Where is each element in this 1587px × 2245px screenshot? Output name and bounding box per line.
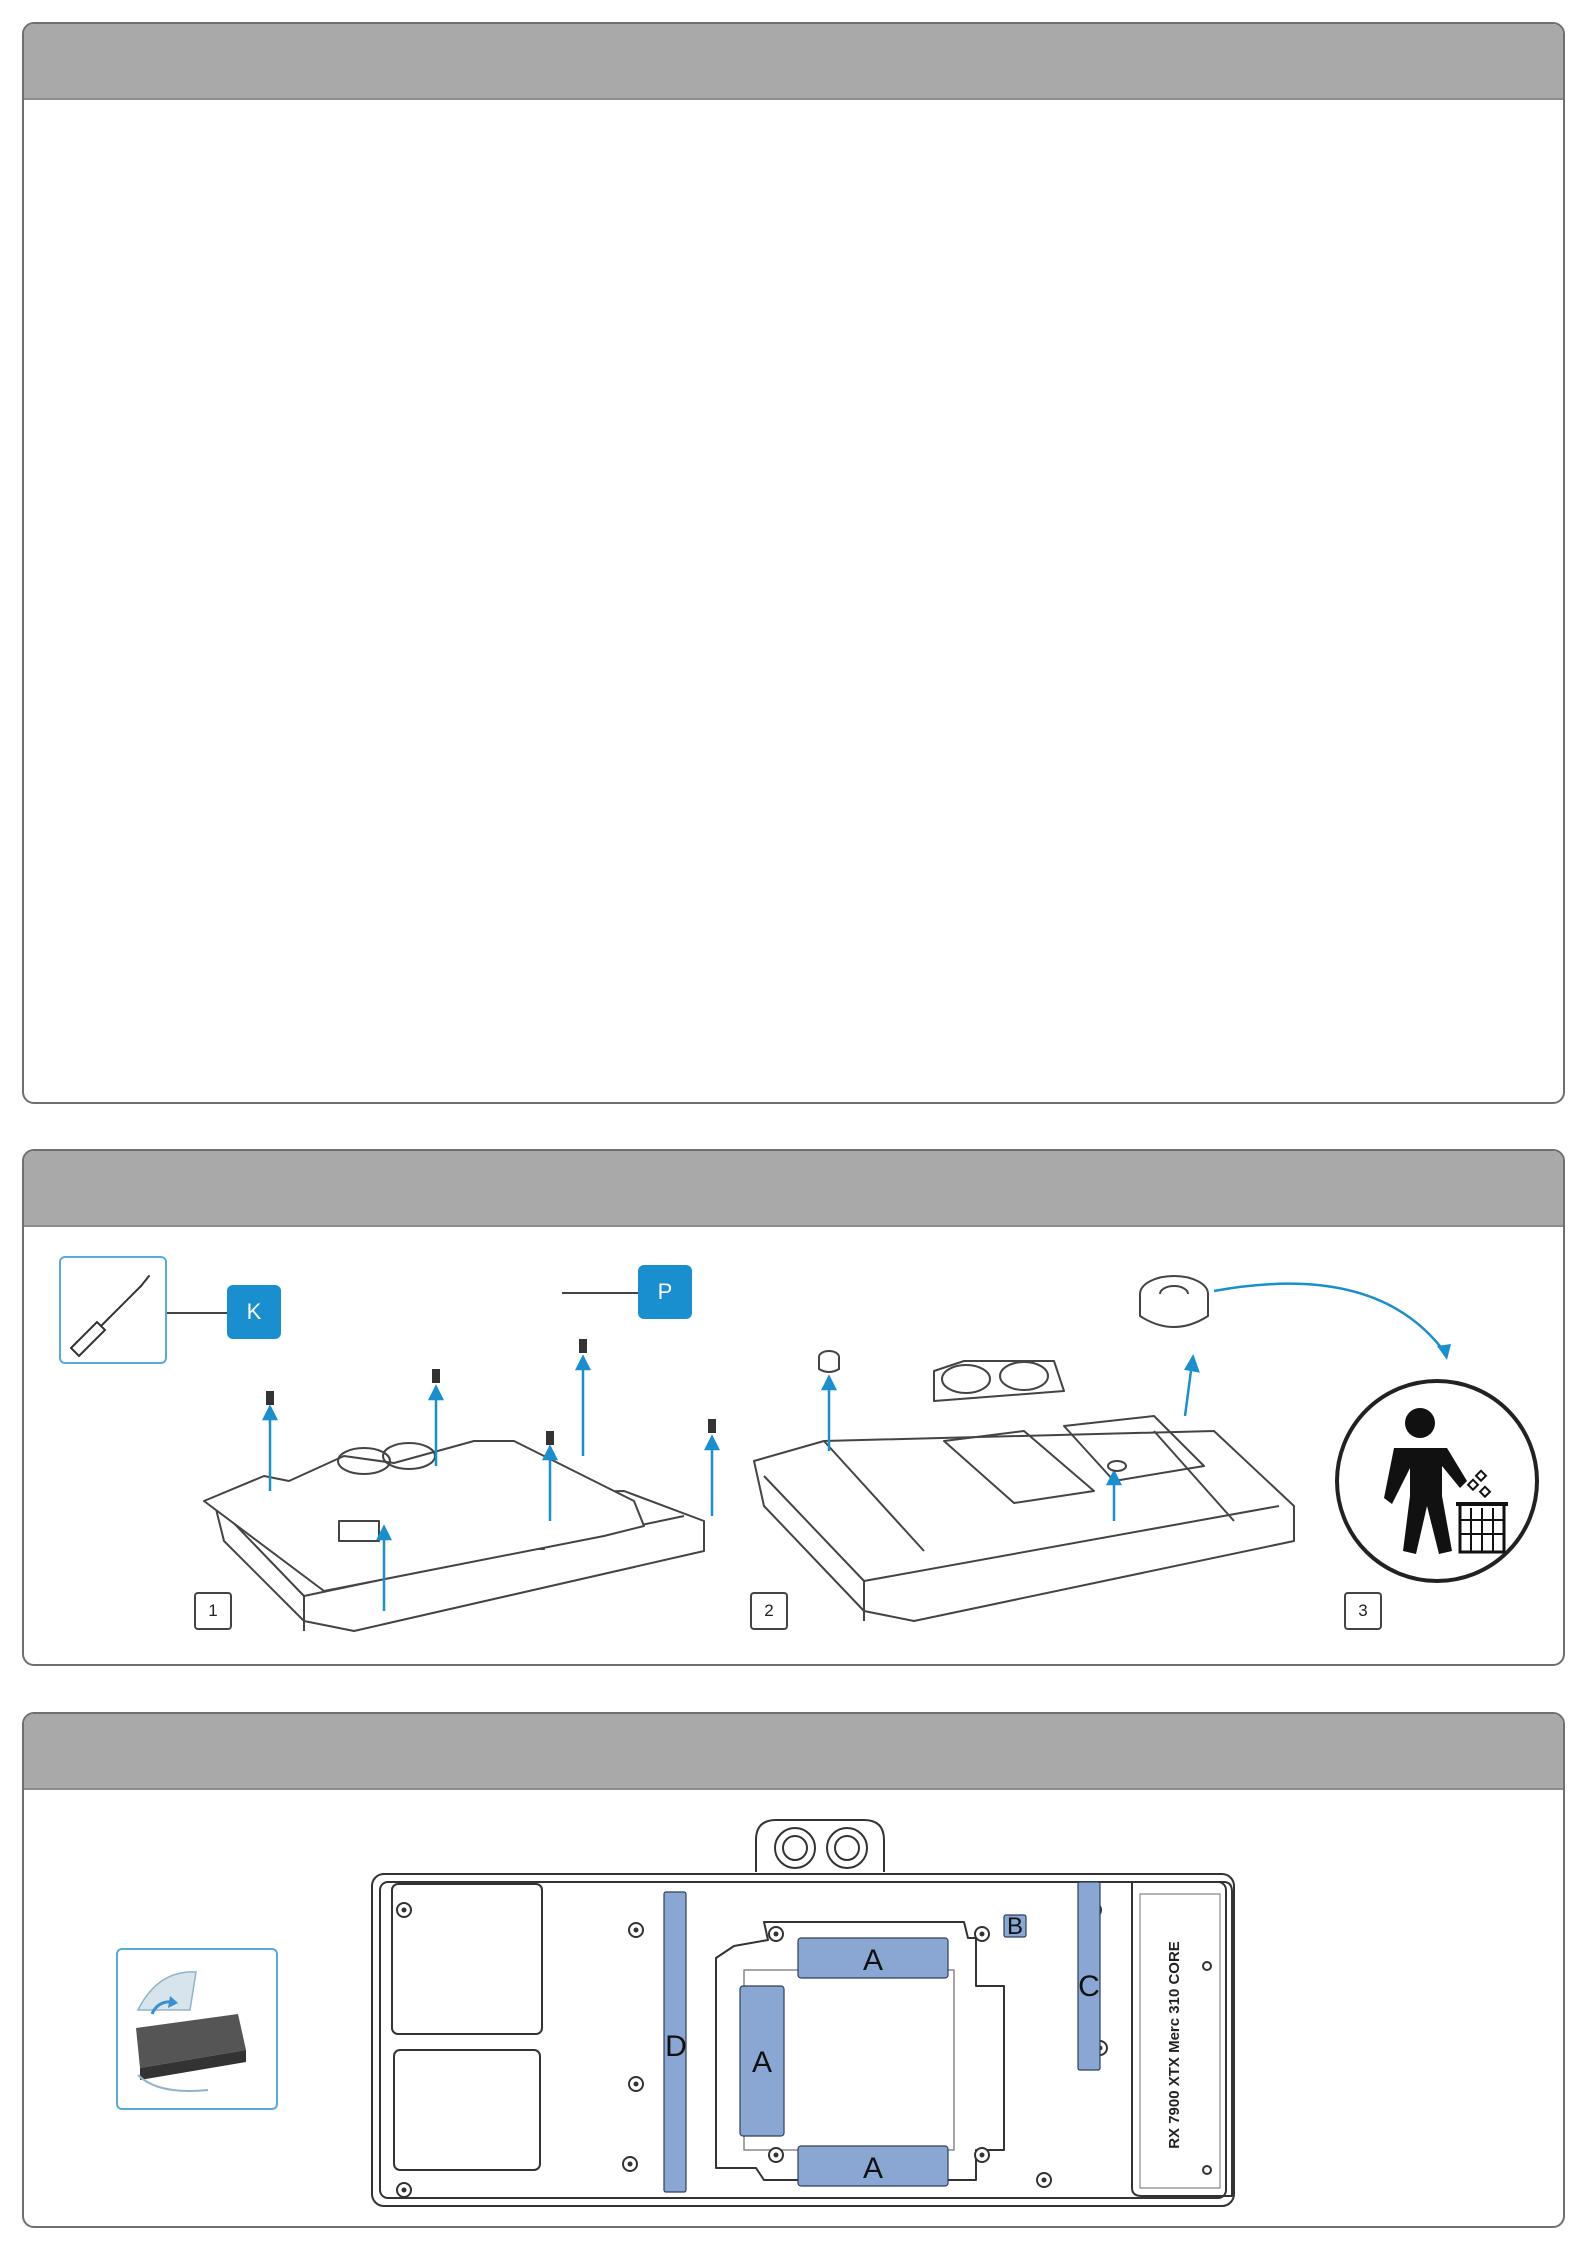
pad-c-label: C <box>1078 1970 1100 2003</box>
pad-a-bottom-label: A <box>862 2152 884 2185</box>
section-2-panel <box>22 1149 1565 1666</box>
model-name: RX 7900 XTX Merc 310 CORE <box>1166 1941 1183 2149</box>
callout-p: P <box>638 1265 692 1319</box>
section-1-panel <box>22 22 1565 1104</box>
pad-a-left-label: A <box>751 2046 773 2079</box>
section-3-panel <box>22 1712 1565 2228</box>
peel-film-icon <box>118 1950 276 2108</box>
section-3-header <box>24 1714 1563 1790</box>
dispose-trash-icon <box>1332 1376 1542 1586</box>
step-1-badge: 1 <box>194 1592 232 1630</box>
section-2-header <box>24 1151 1563 1227</box>
section-1-header <box>24 24 1563 100</box>
callout-k: K <box>227 1285 281 1339</box>
pad-a-top-label: A <box>862 1944 884 1977</box>
pad-b-label: B <box>1006 1913 1024 1940</box>
pad-d-label: D <box>665 2030 687 2063</box>
gpu-block-pad-layout <box>364 1810 1244 2220</box>
step-2-badge: 2 <box>750 1592 788 1630</box>
backplate-removal-illustration <box>184 1291 744 1661</box>
peel-film-box <box>116 1948 278 2110</box>
step-3-badge: 3 <box>1344 1592 1382 1630</box>
standoff-detail <box>1129 1246 1479 1366</box>
screwdriver-icon <box>61 1258 165 1362</box>
tool-box <box>59 1256 167 1364</box>
